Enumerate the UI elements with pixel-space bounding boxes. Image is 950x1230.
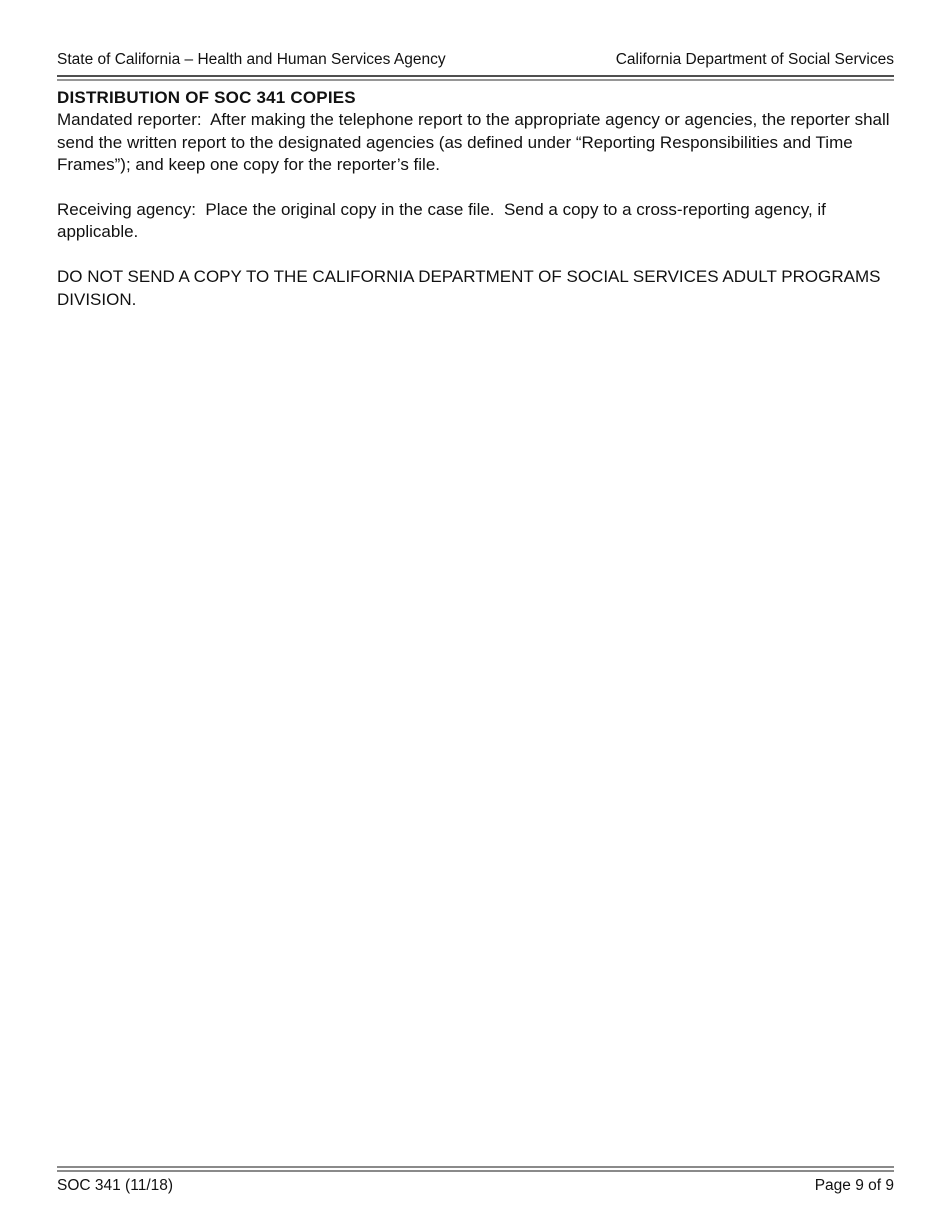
footer-form-number: SOC 341 (11/18): [57, 1177, 174, 1194]
document-body: [57, 87, 905, 333]
header-double-rule: [57, 75, 894, 81]
footer-double-rule: [57, 1166, 894, 1172]
header-agency-left: State of California – Health and Human Services Agency: [57, 51, 446, 68]
paragraph-do-not-send: DO NOT SEND A COPY TO THE CALIFORNIA DEPARTMENT OF SOCIAL SERVICES ADULT PROGRAMS DIVISION.: [57, 267, 886, 309]
section-heading: DISTRIBUTION OF SOC 341 COPIES: [57, 88, 356, 107]
paragraph-receiving-agency: Receiving agency: Place the original copy in the case file. Send a copy to a cross-reporting agency, if applicable.: [57, 200, 831, 242]
footer-page-number: Page 9 of 9: [814, 1177, 894, 1194]
document-footer: [57, 1176, 894, 1195]
document-header: [57, 50, 894, 69]
header-department-right: California Department of Social Services: [615, 51, 894, 68]
paragraph-mandated-reporter: Mandated reporter: After making the telephone report to the appropriate agency or agencies, the reporter shall send the written report to the designated agencies (as defined under “Reporting Responsibilities and Time Frames”); and keep one copy for the reporter’s file.: [57, 110, 895, 175]
